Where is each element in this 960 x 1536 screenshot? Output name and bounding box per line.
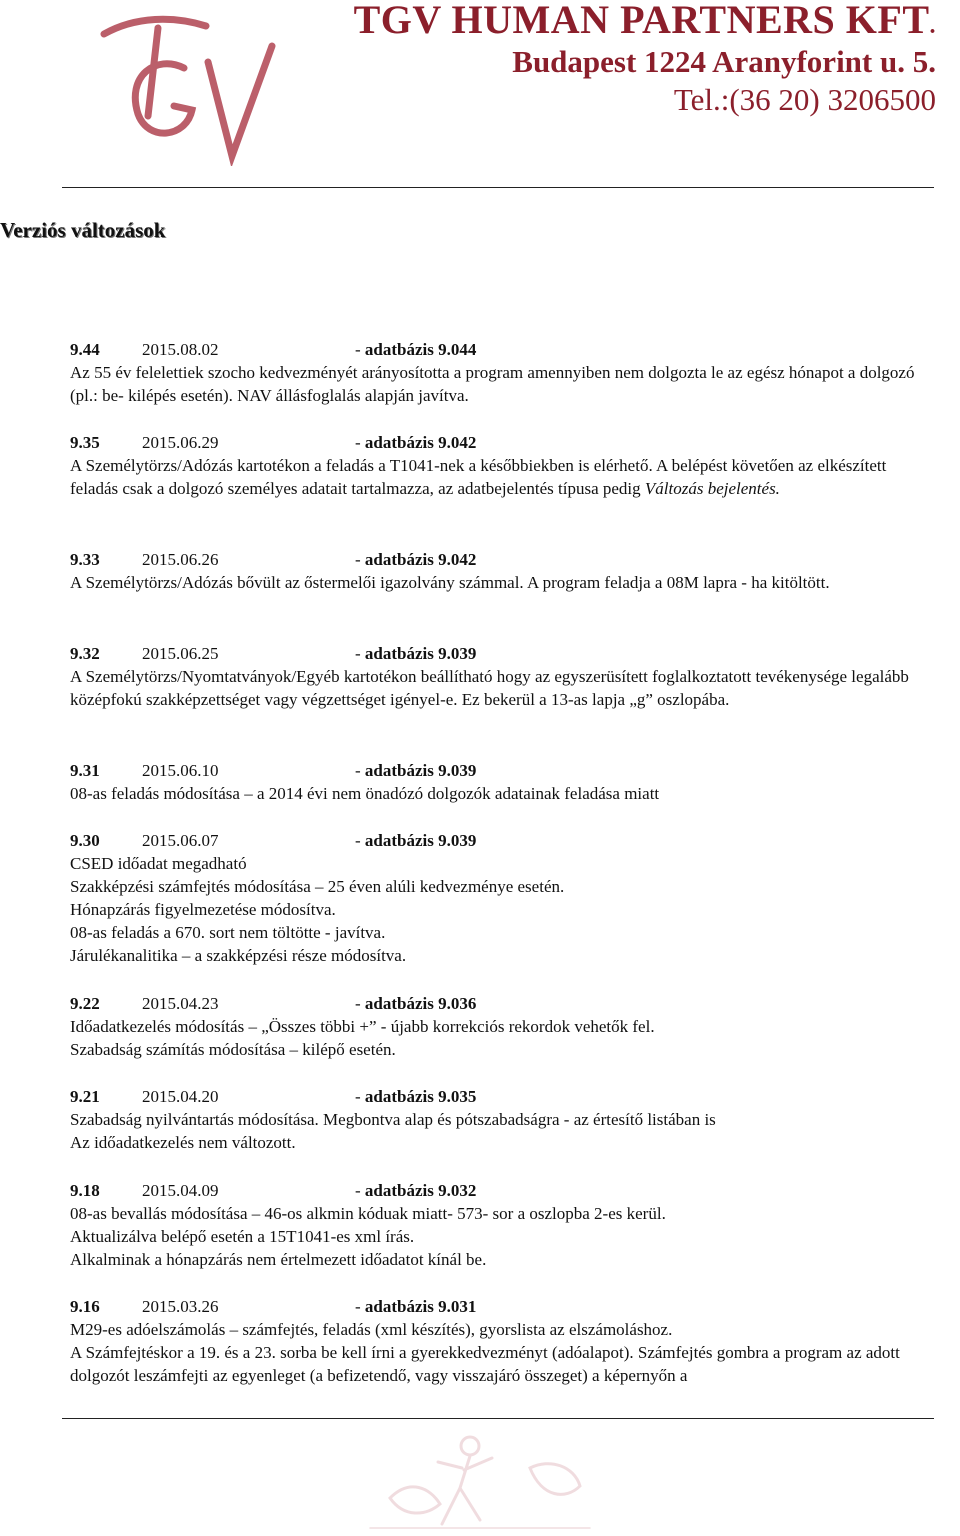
release-date: 2015.06.29: [142, 433, 219, 452]
entry-header: [70, 759, 932, 782]
version-entry: [70, 548, 932, 594]
release-date: 2015.04.20: [142, 1087, 219, 1106]
version-entry: [70, 642, 932, 711]
entry-header: [70, 548, 932, 571]
company-logo: [96, 6, 286, 166]
company-address: Budapest 1224 Aranyforint u. 5.: [512, 44, 936, 79]
entry-line: Hónapzárás figyelmezetése módosítva.: [70, 900, 336, 919]
entry-header: [70, 1295, 932, 1318]
italic-term: Változás bejelentés.: [644, 479, 780, 498]
entry-header: [70, 1085, 932, 1108]
entry-header: [70, 431, 932, 454]
version-number: 9.33: [70, 550, 100, 569]
database-version: - adatbázis 9.035: [355, 1087, 477, 1106]
database-version: - adatbázis 9.042: [355, 550, 477, 569]
database-version: - adatbázis 9.044: [355, 340, 477, 359]
database-version: - adatbázis 9.036: [355, 994, 477, 1013]
entry-line: CSED időadat megadható: [70, 854, 247, 873]
company-name: TGV HUMAN PARTNERS KFT.: [353, 0, 936, 42]
entry-header: [70, 829, 932, 852]
section-title: Verziós változások: [0, 218, 166, 242]
entry-header: [70, 642, 932, 665]
company-phone: Tel.:(36 20) 3206500: [673, 82, 936, 117]
version-number: 9.32: [70, 644, 100, 663]
entry-line: 08-as bevallás módosítása – 46-os alkmin kóduak miatt- 573- sor a oszlopba 2-es kerül.: [70, 1204, 666, 1223]
entry-line: Az időadatkezelés nem változott.: [70, 1133, 296, 1152]
header-divider: [62, 187, 934, 188]
entry-description: 08-as feladás módosítása – a 2014 évi nem önadózó dolgozók adatainak feladása miatt: [70, 784, 660, 803]
database-version: - adatbázis 9.031: [355, 1297, 477, 1316]
version-entry: [70, 829, 932, 967]
version-number: 9.30: [70, 831, 100, 850]
version-number: 9.22: [70, 994, 100, 1013]
entry-line: Szabadság nyilvántartás módosítása. Megbontva alap és pótszabadságra - az értesítő listában is: [70, 1110, 716, 1129]
entry-line: Alkalminak a hónapzárás nem értelmezett időadatot kínál be.: [70, 1250, 487, 1269]
version-number: 9.16: [70, 1297, 100, 1316]
entry-line: A Számfejtéskor a 19. és a 23. sorba be kell írni a gyerekkedvezményt (adóalapot). Számfejtés gombra a program az adott dolgozót leszámfejti az egyenleget (a befizetendő, vagy visszajáró összeget) a képernyőn a: [70, 1343, 900, 1385]
watermark-figures: [330, 1428, 630, 1536]
release-date: 2015.04.09: [142, 1181, 219, 1200]
entry-description: A Személytörzs/Adózás kartotékon a feladás a T1041-nek a későbbiekben is elérhető. A belépést követően az elkészített feladás csak a dolgozó személyes adatait tartalmazza, az adatbejelentés típusa pedig Változás bejelentés.: [70, 456, 887, 498]
version-number: 9.35: [70, 433, 100, 452]
version-number: 9.44: [70, 340, 100, 359]
version-entry: [70, 431, 932, 500]
entry-line: Időadatkezelés módosítás – „Összes többi +” - újabb korrekciós rekordok vehetők fel.: [70, 1017, 655, 1036]
release-date: 2015.06.07: [142, 831, 219, 850]
release-date: 2015.08.02: [142, 340, 219, 359]
release-date: 2015.03.26: [142, 1297, 219, 1316]
version-entry: [70, 759, 932, 805]
entry-line: Járulékanalitika – a szakképzési része módosítva.: [70, 946, 407, 965]
entry-header: [70, 338, 932, 361]
entry-header: [70, 992, 932, 1015]
entry-line: 08-as feladás a 670. sort nem töltötte - javítva.: [70, 923, 386, 942]
entry-line: Szabadság számítás módosítása – kilépő esetén.: [70, 1040, 396, 1059]
version-entry: [70, 338, 932, 407]
entry-line: Aktualizálva belépő esetén a 15T1041-es xml írás.: [70, 1227, 415, 1246]
version-number: 9.31: [70, 761, 100, 780]
database-version: - adatbázis 9.032: [355, 1181, 477, 1200]
version-entry: [70, 992, 932, 1061]
database-version: - adatbázis 9.039: [355, 644, 477, 663]
footer-divider: [62, 1418, 934, 1419]
entry-description: A Személytörzs/Adózás bővült az őstermelői igazolvány számmal. A program feladja a 08M lapra - ha kitöltött.: [70, 573, 830, 592]
version-number: 9.18: [70, 1181, 100, 1200]
version-entry: [70, 1179, 932, 1271]
release-date: 2015.06.26: [142, 550, 219, 569]
database-version: - adatbázis 9.042: [355, 433, 477, 452]
release-date: 2015.06.25: [142, 644, 219, 663]
version-number: 9.21: [70, 1087, 100, 1106]
release-date: 2015.04.23: [142, 994, 219, 1013]
entry-line: Szakképzési számfejtés módosítása – 25 éven alúli kedvezménye esetén.: [70, 877, 565, 896]
database-version: - adatbázis 9.039: [355, 761, 477, 780]
database-version: - adatbázis 9.039: [355, 831, 477, 850]
entry-header: [70, 1179, 932, 1202]
release-date: 2015.06.10: [142, 761, 219, 780]
version-entry: [70, 1295, 932, 1387]
entry-line: M29-es adóelszámolás – számfejtés, feladás (xml készítés), gyorslista az elszámoláshoz.: [70, 1320, 673, 1339]
entry-description: Az 55 év felelettiek szocho kedvezményét arányosította a program amennyiben nem dolgozta le az egész hónapot a dolgozó (pl.: be- kilépés esetén). NAV állásfoglalás alapján javítva.: [70, 363, 915, 405]
company-header: [354, 0, 936, 115]
version-entry: [70, 1085, 932, 1154]
entry-description: A Személytörzs/Nyomtatványok/Egyéb kartotékon beállítható hogy az egyszerüsített foglalkoztatott tevékenysége legalább középfokú szakképzettséget vagy végzettséget igényel-e. Ez bekerül a 13-as lapja „g” oszlopába.: [70, 667, 909, 709]
